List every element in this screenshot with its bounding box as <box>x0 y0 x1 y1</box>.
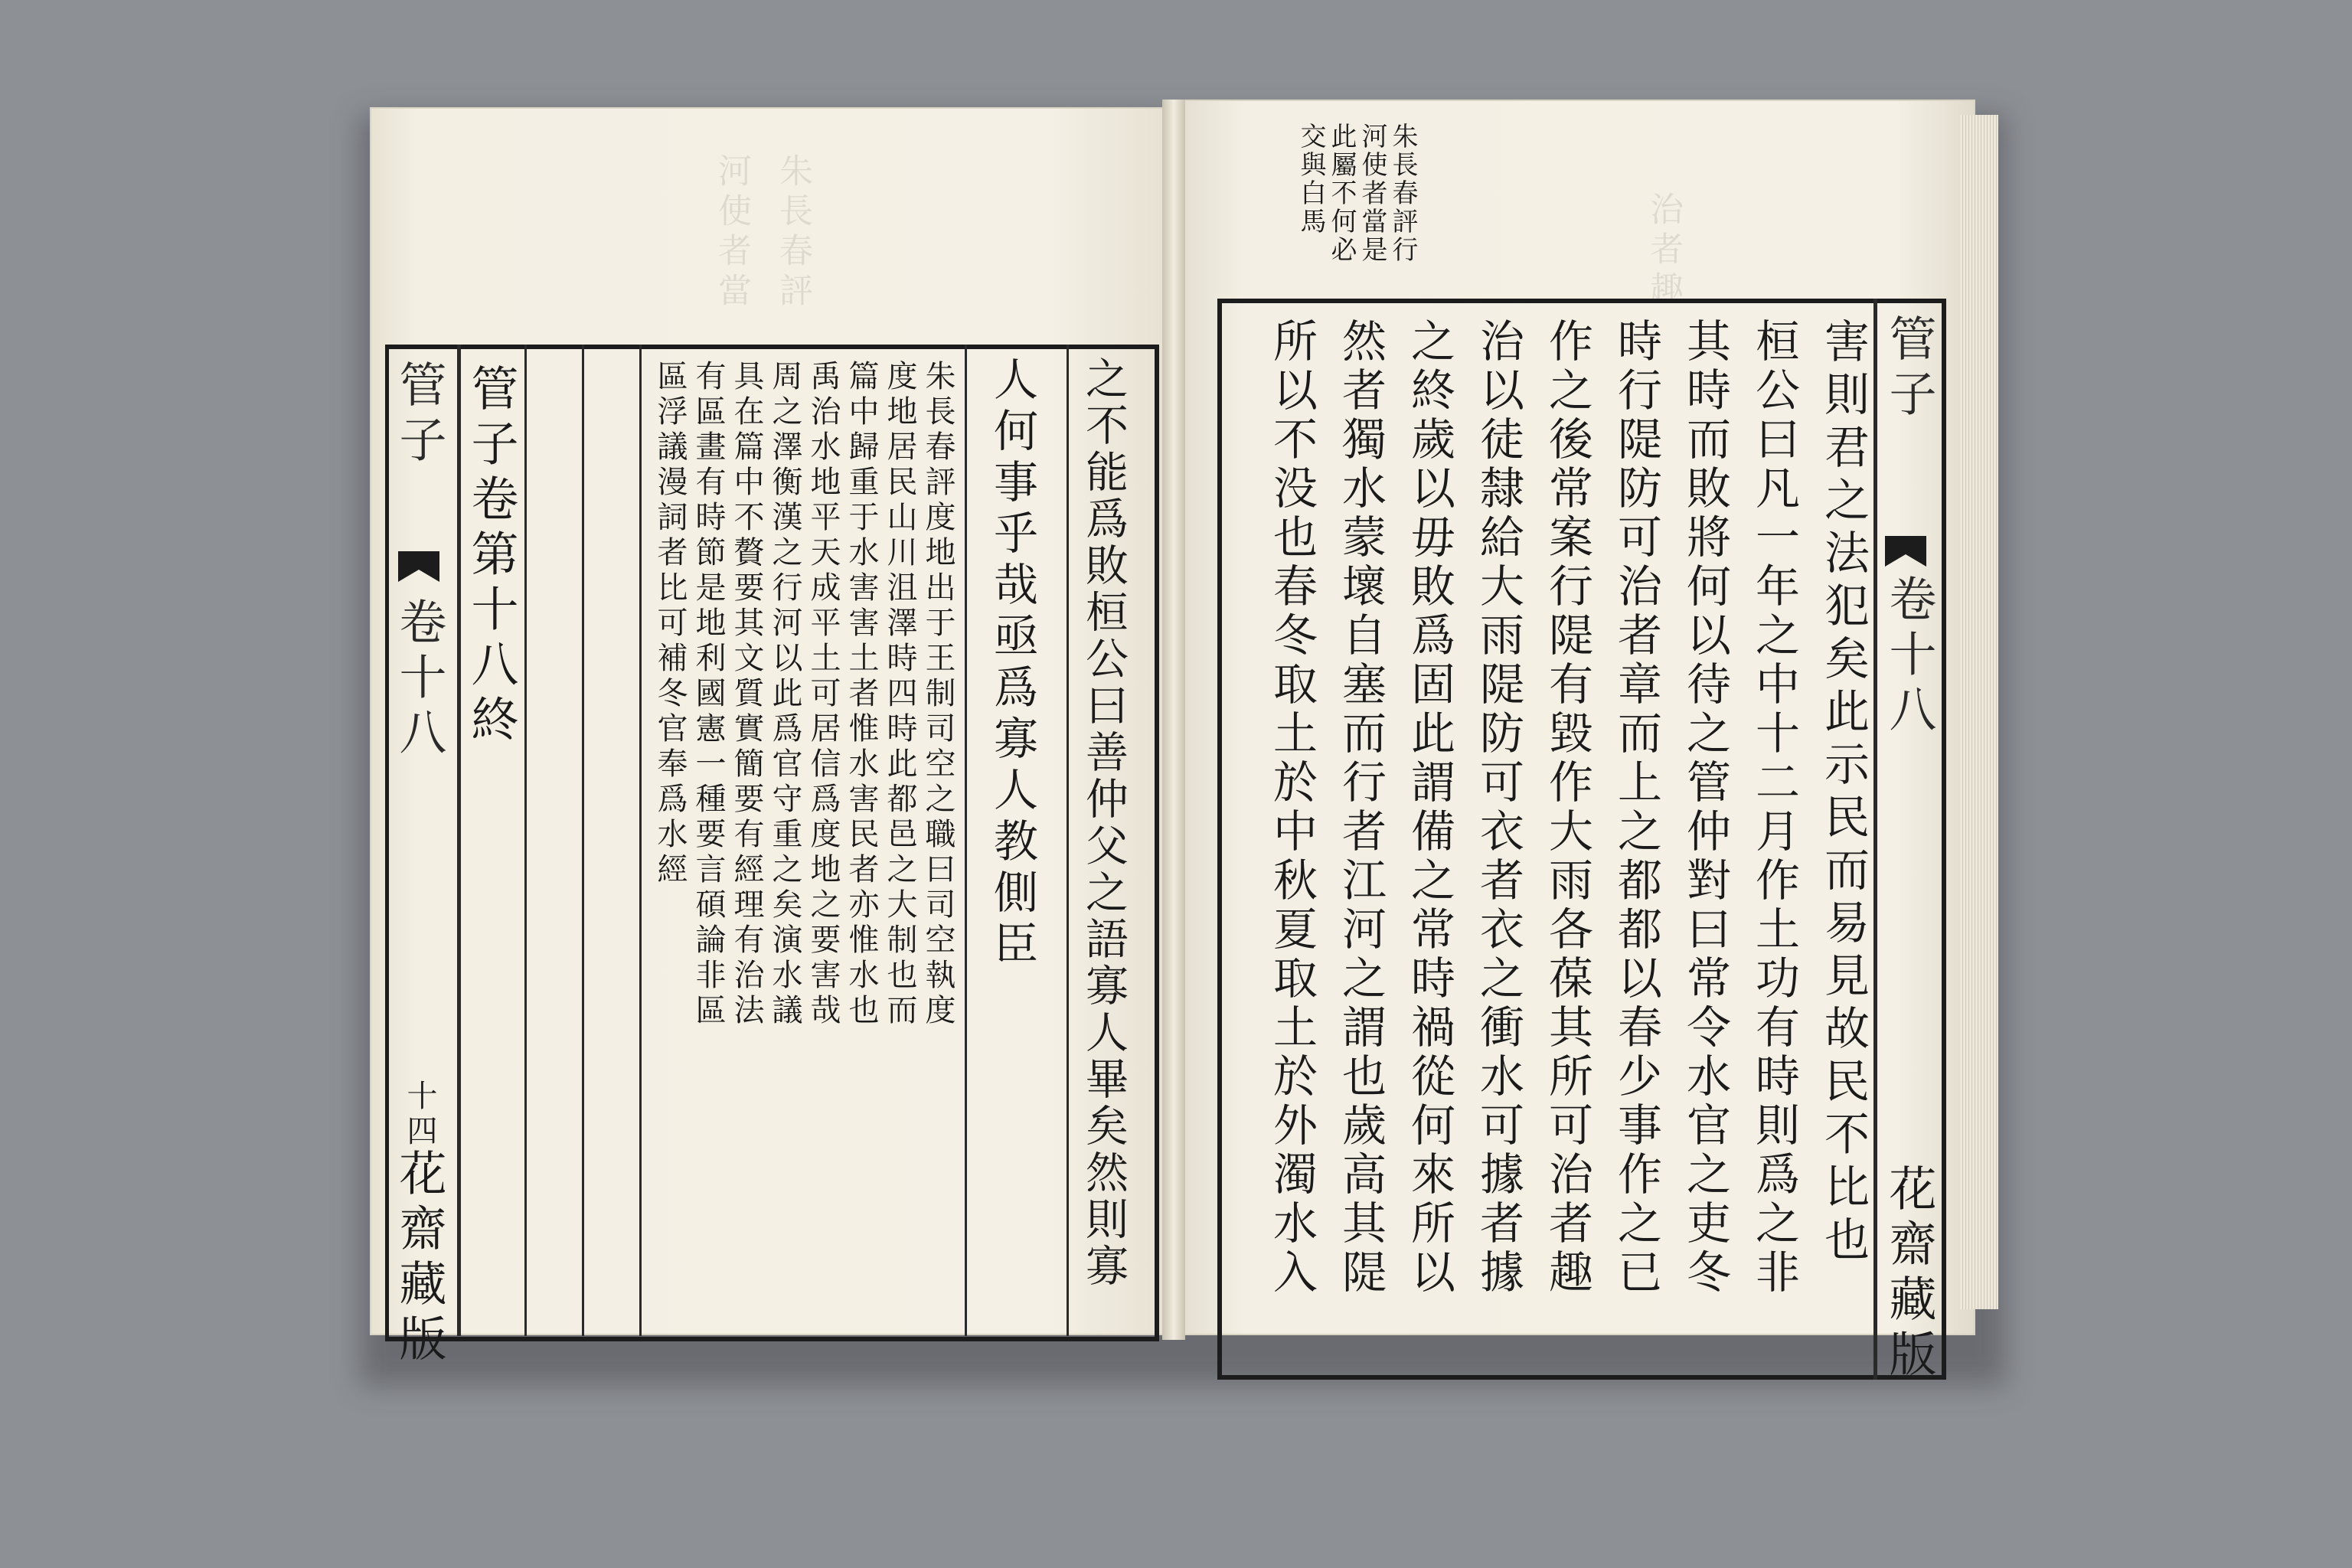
banxin-rule <box>457 345 461 1336</box>
column-rule <box>965 345 967 1336</box>
main-text-column: 之不能爲敗桓公曰善仲父之語寡人畢矣然則寡 <box>1079 356 1129 1290</box>
main-text-column: 害則君之法犯矣此示民而易見故民不比也 <box>1817 318 1870 1269</box>
left-banxin-volume: 卷十八 <box>391 597 447 763</box>
column-rule <box>524 345 527 1336</box>
main-text-column: 所以不没也春冬取土於中秋夏取土於外濁水入 <box>1266 318 1318 1298</box>
page-edges <box>1960 115 1998 1309</box>
commentary-column: 度地居民山川沮澤時四時此都邑之大制也而 <box>882 360 917 1029</box>
column-rule <box>1067 345 1069 1336</box>
main-text-column: 之終歲以毋敗爲固此謂備之常時禍從何來所以 <box>1403 318 1455 1298</box>
main-text-column: 人何事乎哉亟爲寡人教側臣 <box>986 356 1038 972</box>
main-text-column: 桓公曰凡一年之中十二月作土功有時則爲之非 <box>1748 318 1800 1298</box>
banxin-rule <box>1873 299 1877 1380</box>
main-text-column: 然者獨水蒙壞自塞而行者江河之謂也歲高其隄 <box>1334 318 1387 1298</box>
commentary-column: 禹治水地平天成平土可居信爲度地之要害哉 <box>805 360 841 1029</box>
headnote-column: 河使者當是 <box>1357 122 1387 264</box>
commentary-column: 周之澤衡漢之行河以此爲官守重之矣演水議 <box>767 360 802 1029</box>
commentary-column: 有區畫有時節是地利國憲一種要言碩論非區 <box>691 360 726 1029</box>
show-through-text: 治者趣 <box>1644 191 1683 311</box>
commentary-column: 區浮議漫詞者比可補冬官奉爲水經 <box>652 360 688 888</box>
main-text-column: 其時而敗將何以待之管仲對曰常令水官之吏冬 <box>1679 318 1731 1298</box>
right-banxin-bottom: 花齋藏版 <box>1881 1164 1937 1384</box>
left-banxin-bottom: 花齋藏版 <box>391 1148 447 1369</box>
left-margin-title: 管子 <box>391 360 447 470</box>
commentary-column: 篇中歸重于水害害土者惟水害民者亦惟水也 <box>844 360 879 1029</box>
main-text-column: 治以徒隸給大雨隄防可衣者衣之衝水可據者據 <box>1472 318 1524 1298</box>
leaf-number: 十四 <box>402 1080 437 1150</box>
end-title: 管子卷第十八終 <box>463 364 519 750</box>
main-text-column: 時行隄防可治者章而上之都都以春少事作之已 <box>1610 318 1662 1298</box>
column-rule <box>582 345 584 1336</box>
headnote-column: 此屬不何必 <box>1326 122 1357 264</box>
show-through-text: 朱長春評 <box>773 153 812 312</box>
main-text-column: 作之後常案行隄有毀作大雨各葆其所可治者趣 <box>1541 318 1593 1298</box>
book-gutter <box>1162 100 1185 1340</box>
commentary-column: 具在篇中不贅要其文質實簡要有經理有治法 <box>729 360 764 1029</box>
headnote-column: 朱長春評行 <box>1387 122 1418 264</box>
column-rule <box>639 345 642 1336</box>
right-banxin-volume: 卷十八 <box>1881 574 1937 740</box>
headnote-column: 交與白馬 <box>1295 122 1326 236</box>
show-through-text: 河使者當 <box>712 153 751 312</box>
commentary-column: 朱長春評度地出于王制司空之職曰司空執度 <box>920 360 956 1029</box>
right-margin-title: 管子 <box>1881 314 1937 424</box>
